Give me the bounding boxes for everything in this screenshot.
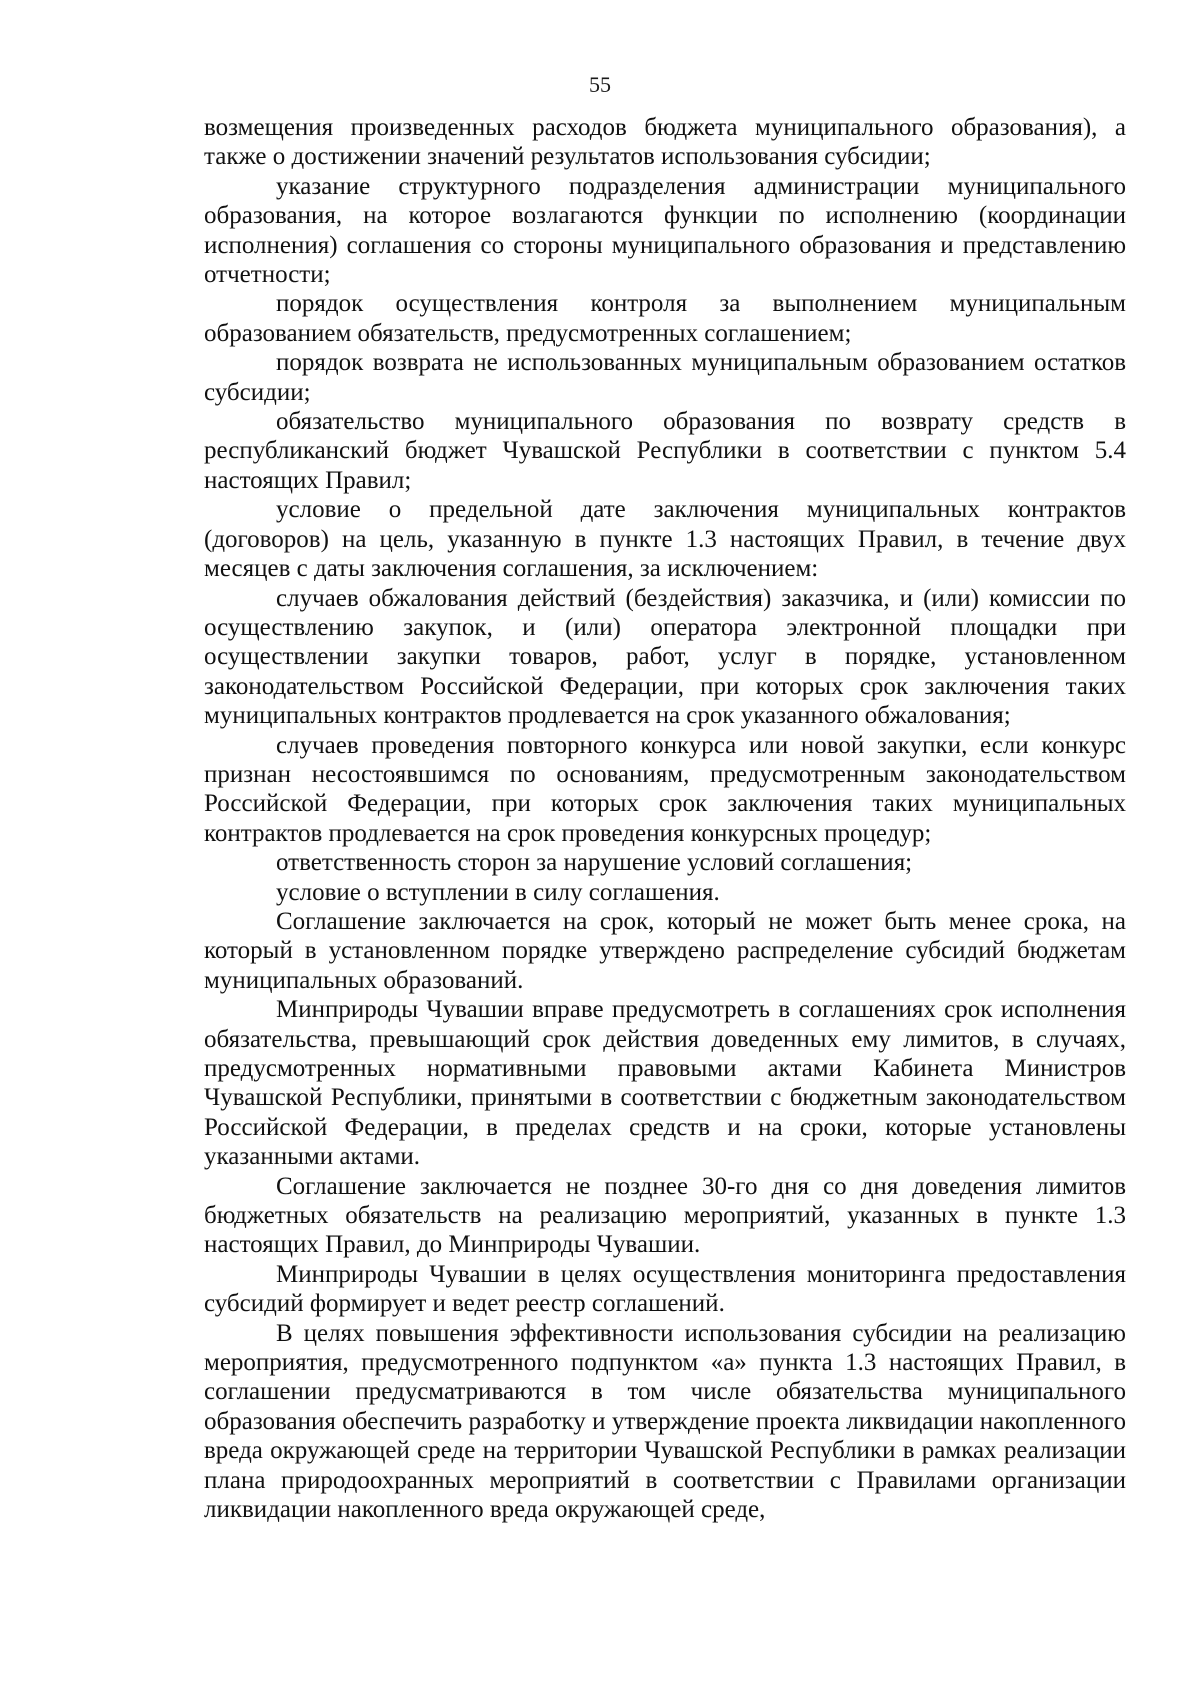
paragraph: указание структурного подразделения администрации муниципального образования, на которое возлагаются функции по исполнению (координации исполнения) соглашения со стороны муниципального образования и представлению отчетности; <box>204 172 1126 289</box>
paragraph: Соглашение заключается на срок, который не может быть менее срока, на который в установленном порядке утверждено распределение субсидий бюджетам муниципальных образований. <box>204 907 1126 994</box>
page-number: 55 <box>589 72 611 97</box>
paragraph: условие о предельной дате заключения муниципальных контрактов (договоров) на цель, указанную в пункте 1.3 настоящих Правил, в течение двух месяцев с даты заключения соглашения, за исключением: <box>204 496 1126 583</box>
paragraph: Соглашение заключается не позднее 30-го дня со дня доведения лимитов бюджетных обязательств на реализацию мероприятий, указанных в пункте 1.3 настоящих Правил, до Минприроды Чувашии. <box>204 1172 1126 1259</box>
paragraph: случаев проведения повторного конкурса или новой закупки, если конкурс признан несостоявшимся по основаниям, предусмотренным законодательством Российской Федерации, при которых срок заключения таких муниципальных контрактов продлевается на срок проведения конкурсных процедур; <box>204 731 1126 847</box>
paragraph: условие о вступлении в силу соглашения. <box>276 878 720 906</box>
paragraph: Минприроды Чувашии в целях осуществления мониторинга предоставления субсидий формирует и ведет реестр соглашений. <box>204 1260 1126 1318</box>
paragraph: обязательство муниципального образования по возврату средств в республиканский бюджет Чувашской Республики в соответствии с пунктом 5.4 настоящих Правил; <box>204 408 1126 494</box>
paragraph-continuation: возмещения произведенных расходов бюджета муниципального образования), а также о достижении значений результатов использования субсидии; <box>204 114 1126 171</box>
paragraph: случаев обжалования действий (бездействия) заказчика, и (или) комиссии по осуществлению закупок, и (или) оператора электронной площадки при осуществлении закупки товаров, работ, услуг в порядке, установленном законодательством Российской Федерации, при которых срок заключения таких муниципальных контрактов продлевается на срок указанного обжалования; <box>204 584 1126 730</box>
paragraph: В целях повышения эффективности использования субсидии на реализацию мероприятия, предусмотренного подпунктом «а» пункта 1.3 настоящих Правил, в соглашении предусматриваются в том числе обязательства муниципального образования обеспечить разработку и утверждение проекта ликвидации накопленного вреда окружающей среде на территории Чувашской Республики в рамках реализации плана природоохранных мероприятий в соответствии с Правилами организации ликвидации накопленного вреда окружающей среде, <box>204 1319 1126 1524</box>
paragraph: ответственность сторон за нарушение условий соглашения; <box>276 849 913 877</box>
paragraph: порядок возврата не использованных муниципальным образованием остатков субсидии; <box>204 349 1126 406</box>
document-body <box>204 113 1126 1525</box>
paragraph: порядок осуществления контроля за выполнением муниципальным образованием обязательств, предусмотренных соглашением; <box>204 290 1126 347</box>
paragraph: Минприроды Чувашии вправе предусмотреть в соглашениях срок исполнения обязательства, превышающий срок действия доведенных ему лимитов, в случаях, предусмотренных нормативными правовыми актами Кабинета Министров Чувашской Республики, принятыми в соответствии с бюджетным законодательством Российской Федерации, в пределах средств и на сроки, которые установлены указанными актами. <box>204 996 1126 1171</box>
